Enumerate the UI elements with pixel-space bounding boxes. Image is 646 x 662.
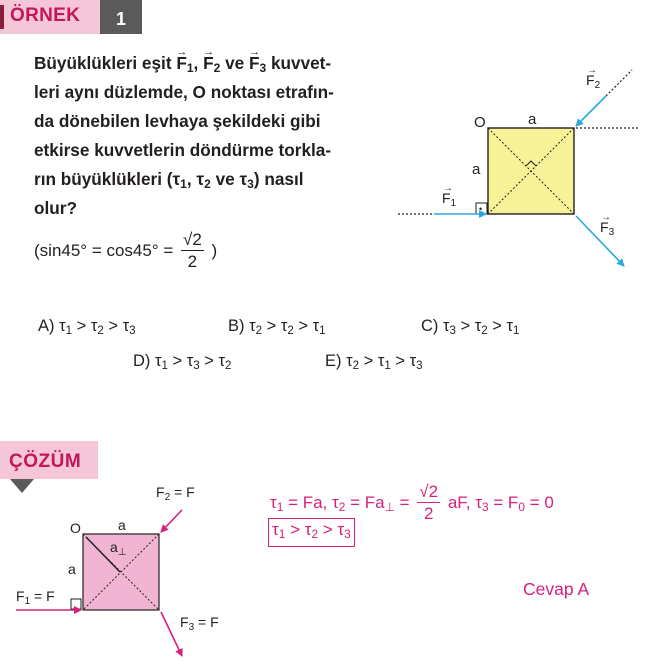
answer-label: Cevap A	[523, 579, 590, 599]
question-figure	[390, 60, 646, 290]
solution-side-left: a	[68, 561, 76, 577]
vector-f2: → F	[203, 49, 214, 78]
pivot-dot: •	[479, 204, 483, 214]
side-label-top: a	[528, 111, 537, 128]
question-line-2: leri aynı düzlemde, O noktası etrafın-	[34, 82, 334, 102]
vector-f1: → F	[176, 49, 187, 78]
example-number: 1	[100, 0, 142, 34]
solution-f1-label: $F_1 = F$	[16, 588, 55, 607]
f2-label: $F_2$	[586, 72, 601, 91]
torque-ordering-result: $\tau_1 > \tau_2 > \tau_3$	[268, 518, 355, 547]
option-e[interactable]: E) $\tau_2 > \tau_1 > \tau_3$	[325, 352, 423, 372]
solution-pivot-o: O	[70, 520, 81, 536]
solution-side-top: a	[118, 517, 126, 533]
option-c[interactable]: C) $\tau_3 > \tau_2 > \tau_1$	[421, 317, 520, 337]
solution-label: ÇÖZÜM	[9, 451, 82, 472]
solution-pivot-mark	[71, 599, 81, 609]
trig-hint: (sin45° = cos45° = $\frac{√2}{2}$ )	[34, 230, 218, 271]
vector-f3: → F	[249, 49, 260, 78]
solution-figure	[10, 478, 260, 662]
f2-arrow	[576, 96, 606, 126]
option-b[interactable]: B) $\tau_2 > \tau_2 > \tau_1$	[228, 317, 326, 337]
question-line-6: olur?	[34, 198, 77, 218]
svg-text:→: →	[587, 65, 597, 76]
torque-equations: $\tau_1 = Fa$, $\tau_2 = Fa_\perp$ = $\frac{√2}{2}$ aF, $\tau_3 = F_0 = 0$	[270, 482, 554, 523]
solution-header-tab	[0, 441, 98, 479]
svg-text:→: →	[443, 183, 453, 194]
f2-line-of-action	[606, 70, 632, 96]
solution-sqrt2-over-2: $\frac{√2}{2}$	[419, 482, 439, 523]
question-line-5: rın büyüklükleri ($\tau_1$, $\tau_2$ ve $\tau_3$) nasıl	[34, 169, 304, 191]
example-label: ÖRNEK	[10, 5, 81, 26]
f1-label: $F_1$	[442, 190, 457, 209]
question-line-1: Büyüklükleri eşit → $F_1$, → $F_2$ ve → $F_3$ kuvvet-	[34, 49, 374, 78]
sqrt2-over-2: $\frac{√2}{2}$	[183, 230, 202, 271]
solution-f2-label: $F_2 = F$	[156, 484, 195, 503]
pivot-label-o: O	[474, 114, 486, 131]
example-header-tab	[0, 0, 142, 34]
f3-label: $F_3$	[600, 219, 615, 238]
question-text	[34, 49, 374, 223]
solution-f2-arrow	[161, 510, 182, 532]
tab-accent-bar	[0, 5, 4, 29]
question-line-3: da dönebilen levhaya şekildeki gibi	[34, 111, 321, 131]
solution-f3-arrow	[161, 612, 182, 656]
solution-f3-label: $F_3 = F$	[180, 614, 219, 633]
option-d[interactable]: D) $\tau_1 > \tau_3 > \tau_2$	[133, 352, 232, 372]
question-line-4: etkirse kuvvetlerin döndürme torkla-	[34, 140, 332, 160]
option-a[interactable]: A) $\tau_1 > \tau_2 > \tau_3$	[38, 317, 136, 337]
svg-text:→: →	[601, 212, 611, 223]
side-label-left: a	[472, 161, 481, 178]
example-label-bg	[0, 0, 100, 34]
solution-a-perp: $a_\perp$	[110, 539, 127, 558]
